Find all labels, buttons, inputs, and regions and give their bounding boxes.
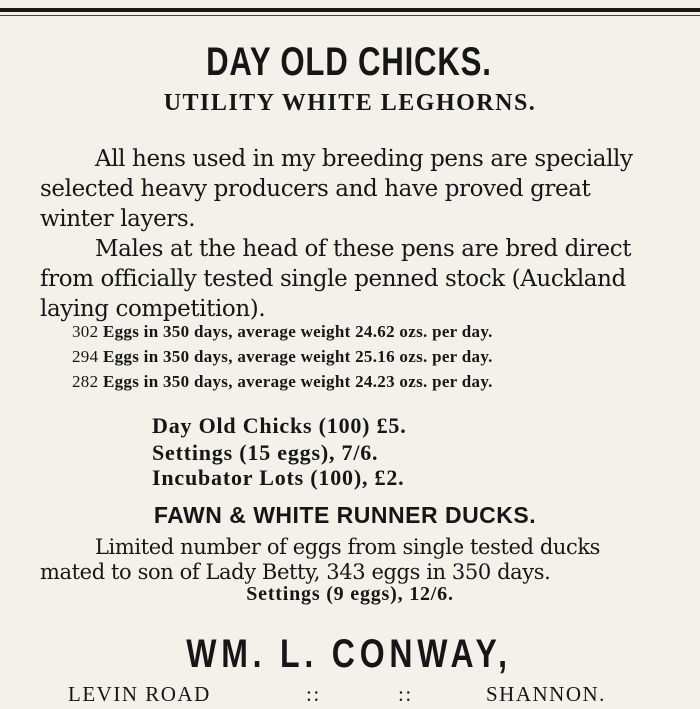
price-day-old-chicks: Day Old Chicks (100) £5. xyxy=(152,413,407,438)
egg-record-text: Eggs in 350 days, average weight 25.16 ozs. per day. xyxy=(102,347,493,366)
breeding-paragraph-text: All hens used in my breeding pens are specially selected heavy producers and have proved great winter layers. xyxy=(40,146,633,232)
ducks-line-2: mated to son of Lady Betty, 343 eggs in 350 days. xyxy=(40,560,551,584)
address-town: SHANNON. xyxy=(486,682,606,706)
egg-record-line xyxy=(72,322,493,342)
top-border-rule xyxy=(0,8,700,12)
address-separator: :: xyxy=(306,682,321,706)
advertiser-name: WM. L. CONWAY, xyxy=(186,632,512,676)
egg-count: 294 xyxy=(72,347,99,366)
egg-count: 282 xyxy=(72,372,99,391)
advert-subheading: UTILITY WHITE LEGHORNS. xyxy=(163,90,537,116)
egg-record-text: Eggs in 350 days, average weight 24.23 ozs. per day. xyxy=(102,372,493,391)
males-paragraph xyxy=(40,234,660,324)
egg-record-line xyxy=(72,347,493,367)
address-road: LEVIN ROAD xyxy=(68,682,211,706)
egg-record-line xyxy=(72,372,493,392)
males-paragraph-text: Males at the head of these pens are bred direct from officially tested single penned stock (Auckland laying competition). xyxy=(40,236,632,322)
egg-record-text: Eggs in 350 days, average weight 24.62 ozs. per day. xyxy=(102,322,493,341)
ducks-line-1: Limited number of eggs from single tested ducks xyxy=(95,535,601,559)
egg-count: 302 xyxy=(72,322,99,341)
price-settings: Settings (15 eggs), 7/6. xyxy=(152,440,379,465)
breeding-paragraph xyxy=(40,144,660,234)
ducks-heading: FAWN & WHITE RUNNER DUCKS. xyxy=(153,502,537,528)
advert-heading: DAY OLD CHICKS. xyxy=(206,40,492,84)
ducks-settings-price: Settings (9 eggs), 12/6. xyxy=(246,583,454,605)
price-incubator-lots: Incubator Lots (100), £2. xyxy=(152,465,405,490)
top-border-thin-rule xyxy=(0,15,700,16)
address-separator: :: xyxy=(398,682,413,706)
